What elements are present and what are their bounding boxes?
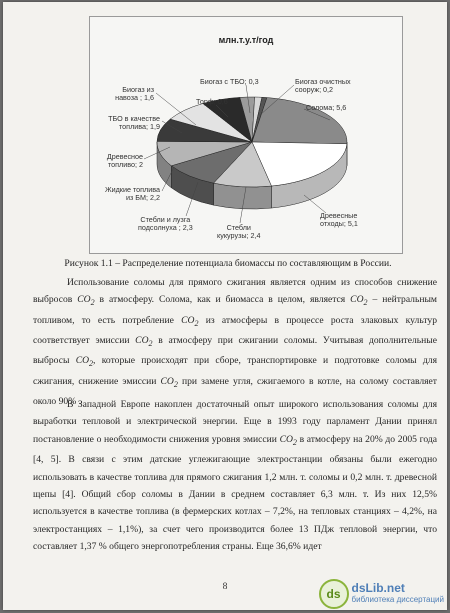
label-biogas-msw: Биогаз с ТБО; 0,3 (200, 77, 259, 86)
label-biogas-treatment: Биогаз очистных сооруж; 0,2 (295, 77, 351, 94)
label-corn-stalks: Стебли кукурузы; 2,4 (217, 223, 261, 240)
watermark-logo[interactable] (319, 579, 444, 609)
label-wood-waste: Древесные отходы; 5,1 (320, 211, 358, 228)
pie-chart (89, 16, 403, 254)
label-biogas-manure: Биогаз из навоза ; 1,6 (115, 85, 154, 102)
paragraph-2-text: В Западной Европе накоплен достаточный опыт широкого использования соломы для выработки тепловой и электрической энергии. Еще в 1993 году парламент Дании принял постановление о необходимости снижения уровня эмиссии $CO_2$ в атмосферу на 20% до 2005 года [4, 5]. В связи с этим датские углежигающие электростанции обязаны были ежегодно использовать в качестве топлива для прямого сжигания 1,2 млн. т. соломы и 0,2 млн. т. древесной щепы [4]. Общий сбор соломы в Дании в среднем составляет 6,3 млн. т. Из них 12,5% используется в качестве топлива (в фермерских котлах – 7,2%, на тепловых станциях – 4,2%, на электростанциях – 1,1%), за счет чего производится более 13 ПДж тепловой энергии, что составляет 1,37 % общего энергопотребления страны. Еще 36,6% идет (33, 399, 437, 553)
label-msw: ТБО в качестве топлива; 1,9 (108, 114, 160, 131)
figure-caption: Рисунок 1.1 – Распределение потенциала биомассы по составляющим в России. (64, 258, 392, 269)
label-wood-fuel: Древесное топливо; 2 (106, 152, 143, 169)
paragraph-1 (33, 274, 437, 410)
paragraph-2 (33, 396, 437, 556)
watermark-brand: dsLib.net (351, 581, 405, 595)
document-page (3, 2, 447, 610)
page-number: 8 (222, 581, 228, 592)
label-sunflower: Стебли и лузга подсолнуха ; 2,3 (138, 215, 193, 232)
chart-title: млн.т.у.т/год (218, 35, 274, 45)
paragraph-1-text: Использование соломы для прямого сжигания является одним из способов снижение выбросов $CO_2$ в атмосферу. Солома, как и биомасса в целом, является $CO_2$ – нейтральным топливом, то есть потребление $CO_2$ из атмосферы в процессе роста злаковых культур соответствует эмиссии $CO_2$ в атмосферу при сжигании соломы. Учитывая дополнительные выбросы $CO_2$, которые происходят при сборе, транспортировке и подготовке соломы для сжигания, снижение эмиссии $CO_2$ при замене угля, сжигаемого в котле, на солому составляет около 90% . (33, 277, 438, 407)
label-solomа: Солома; 5,6 (306, 103, 347, 112)
watermark-subtitle: библиотека диссертаций (351, 595, 444, 604)
label-liquid-fuel: Жидкие топлива из БМ; 2,2 (104, 185, 160, 202)
label-peat: Торф; 0,6 (196, 97, 228, 106)
dslib-logo-icon: ds (319, 579, 349, 609)
